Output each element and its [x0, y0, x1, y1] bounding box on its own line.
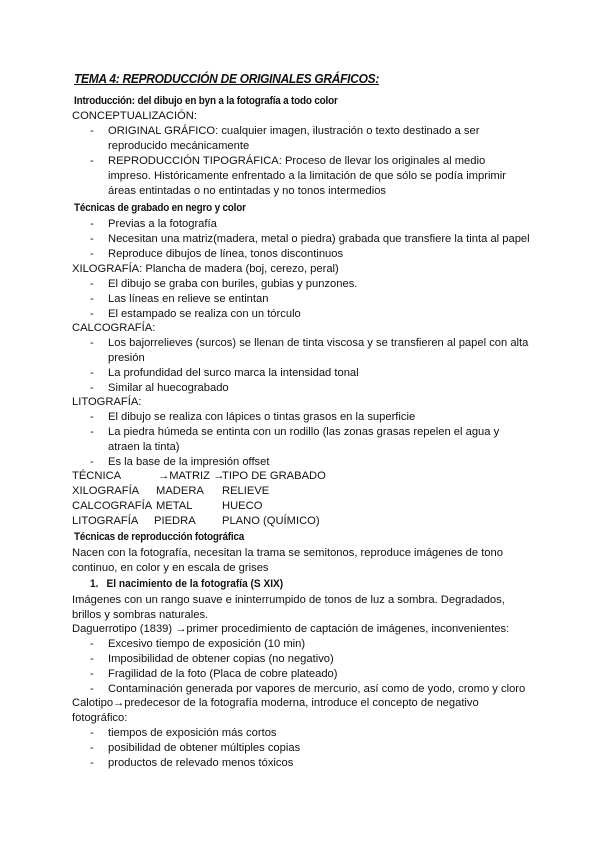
- list-item-continuation: atraen la tinta): [108, 441, 180, 453]
- table-cell: RELIEVE: [222, 485, 270, 497]
- table-cell: HUECO: [222, 500, 263, 512]
- table-header-cell: TIPO DE GRABADO: [222, 470, 326, 482]
- paragraph-line: continuo, en color y en escala de grises: [72, 562, 269, 574]
- table-cell: LITOGRAFÍA: [72, 515, 139, 527]
- table-cell: PIEDRA: [154, 515, 196, 527]
- daguerrotipo-label: Daguerrotipo (1839) →primer procedimiento de captación de imágenes, inconvenientes:: [72, 623, 510, 635]
- grabado-heading: Técnicas de grabado en negro y color: [74, 202, 246, 214]
- table-cell: XILOGRAFÍA: [72, 485, 140, 497]
- list-item-continuation: áreas entintadas o no entintadas y no tonos intermedios: [108, 185, 387, 197]
- paragraph-line: Nacen con la fotografía, necesitan la trama se semitonos, reproduce imágenes de tono: [72, 547, 503, 559]
- document-title: TEMA 4: REPRODUCCIÓN DE ORIGINALES GRÁFICOS:: [74, 71, 380, 86]
- table-cell: METAL: [156, 500, 193, 512]
- conceptualizacion-label: CONCEPTUALIZACIÓN:: [72, 110, 197, 122]
- table-header-cell: →MATRIZ →: [158, 470, 225, 482]
- calotipo-label-continuation: fotográfico:: [72, 712, 128, 724]
- list-item-continuation: reproducido mecánicamente: [108, 140, 250, 152]
- table-cell: CALCOGRAFÍA: [72, 500, 153, 512]
- xilografia-label: XILOGRAFÍA: Plancha de madera (boj, cerezo, peral): [72, 263, 339, 275]
- document-page: TEMA 4: REPRODUCCIÓN DE ORIGINALES GRÁFICOS: Introducción: del dibujo en byn a la fotografía a todo color CONCEPTUALIZACIÓN: - ORIGINAL GRÁFICO: cualquier imagen, ilustración o texto destinado a ser reproducido mecánicamente - REPRODUCCIÓN TIPOGRÁFICA: Proceso de llevar los originales al medio impreso. Históricamente enfrentado a la limitación de que sólo se podía imprimir áreas entintadas o no entintadas y no tonos intermedios Técnicas de grabado en negro y color - Previas a la fotografía - Necesitan una matriz(madera, metal o piedra) grabada que transfiere la tinta al papel - Reproduce dibujos de línea, tonos discontinuos XILOGRAFÍA: Plancha de madera (boj, cerezo, peral) - El dibujo se graba con buriles, gubias y punzones. - Las líneas en relieve se entintan - El estampado se realiza con un tórculo CALCOGRAFÍA: - Los bajorrelieves (surcos) se llenan de tinta viscosa y se transfieren al papel con alta presión - La profundidad del surco marca la intensidad tonal - Similar al huecograbado LITOGRAFÍA: - El dibujo se realiza con lápices o tintas grasos en la superficie - La piedra húmeda se entinta con un rodillo (las zonas grasas repelen el agua y atraen la tinta) - Es la base de la impresión offset TÉCNICA →MATRIZ → TIPO DE GRABADO XILOGRAFÍA MADERA RELIEVE CALCOGRAFÍA METAL HUECO LITOGRAFÍA PIEDRA PLANO (QUÍMICO) Técnicas de reproducción fotográfica Nacen con la fotografía, necesitan la trama se semitonos, reproduce imágenes de tono continuo, en color y en escala de grises 1. El nacimiento de la fotografía (S XIX) Imágenes con un rango suave e ininterrumpido de tonos de luz a sombra. Degradados, brillos y sombras naturales. Daguerrotipo (1839) →primer procedimiento de captación de imágenes, inconvenientes: - Excesivo tiempo de exposición (10 min) - Imposibilidad de obtener copias (no negativo) - Fragilidad de la foto (Placa de cobre plateado) - Contaminación generada por vapores de mercurio, así como de yodo, cromo y cloro Calotipo→predecesor de la fotografía moderna, introduce el concepto de negativo fotográfico: - tiempos de exposición más cortos - posibilidad de obtener múltiples copias - productos de relevado menos tóxicos: [72, 71, 530, 769]
- intro-heading: Introducción: del dibujo en byn a la fotografía a todo color: [74, 95, 338, 107]
- litografia-label: LITOGRAFÍA:: [72, 396, 142, 408]
- calotipo-label: Calotipo→predecesor de la fotografía moderna, introduce el concepto de negativo: [72, 697, 479, 709]
- foto-heading: Técnicas de reproducción fotográfica: [74, 531, 245, 543]
- table-cell: PLANO (QUÍMICO): [222, 515, 320, 527]
- list-item-continuation: impreso. Históricamente enfrentado a la limitación de que sólo se podía imprimir: [108, 170, 506, 182]
- paragraph-line: brillos y sombras naturales.: [72, 609, 209, 621]
- list-item-continuation: presión: [108, 352, 145, 364]
- calcografia-label: CALCOGRAFÍA:: [72, 322, 156, 334]
- table-header-cell: TÉCNICA: [72, 470, 122, 482]
- paragraph-line: Imágenes con un rango suave e ininterrumpido de tonos de luz a sombra. Degradados,: [72, 594, 505, 606]
- table-cell: MADERA: [156, 485, 204, 497]
